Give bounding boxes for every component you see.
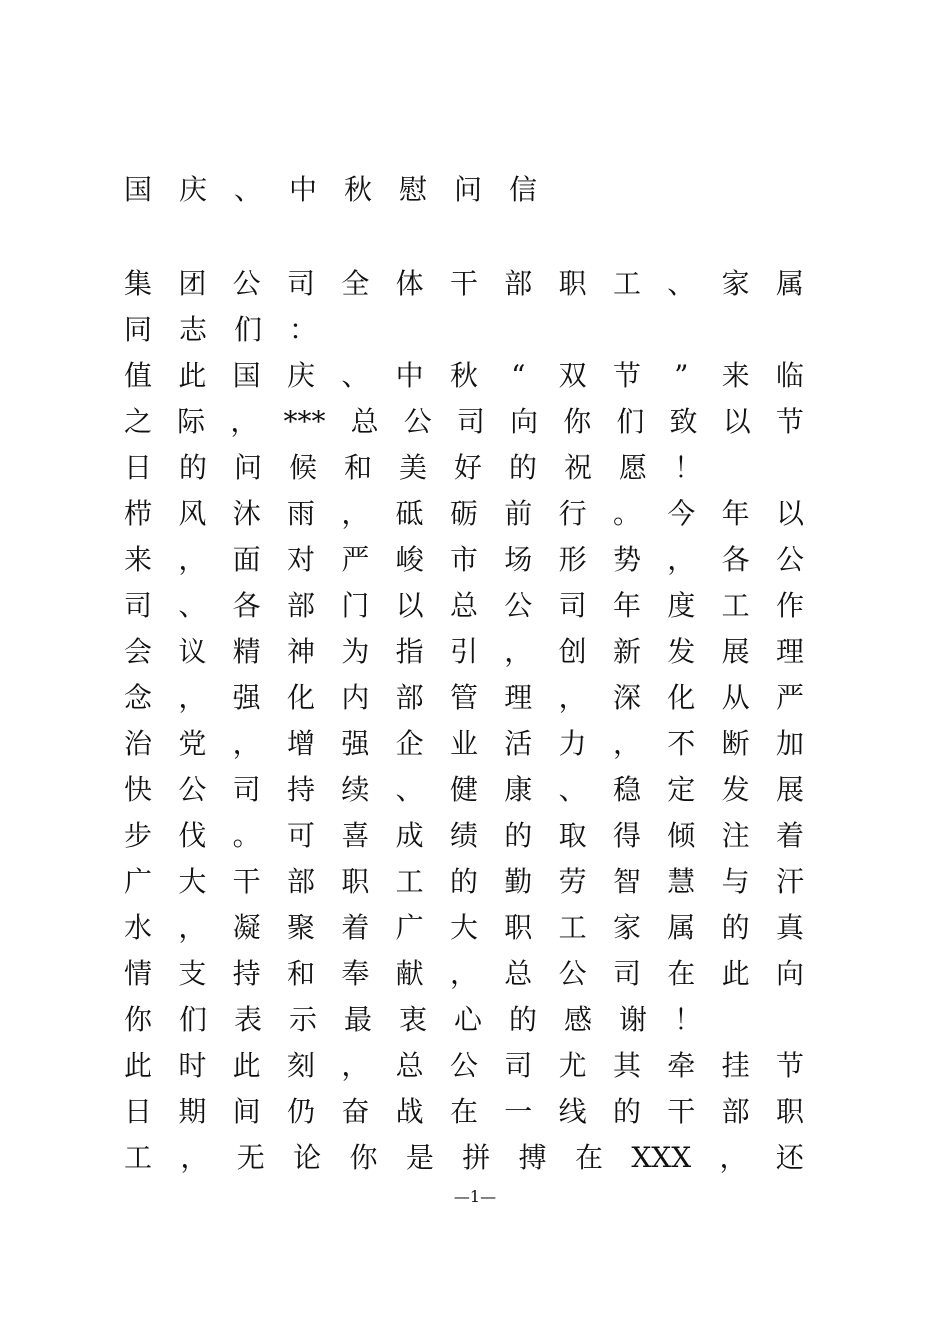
text-line: 之 际 ， *** 总 公 司 向 你 们 致 以 节 [124,405,804,438]
text-line: 情 支 持 和 奉 献 ， 总 公 司 在 此 向 [124,957,804,990]
text-line: 同志们： [124,313,345,346]
text-line: 日 期 间 仍 奋 战 在 一 线 的 干 部 职 [124,1095,804,1128]
page-number: —1— [453,1187,497,1206]
text-line: 此 时 此 刻 ， 总 公 司 尤 其 牵 挂 节 [124,1049,804,1082]
text-line: 司 、 各 部 门 以 总 公 司 年 度 工 作 [124,589,804,622]
text-line: 念 ， 强 化 内 部 管 理 ， 深 化 从 严 [124,681,804,714]
text-line: 栉 风 沐 雨 ， 砥 砺 前 行 。 今 年 以 [124,497,804,530]
text-line: 治 党 ， 增 强 企 业 活 力 ， 不 断 加 [124,727,804,760]
text-line: 你们表示最衷心的感谢！ [124,1003,730,1036]
text-line: 步 伐 。 可 喜 成 绩 的 取 得 倾 注 着 [124,819,804,852]
text-line: 来 ， 面 对 严 峻 市 场 形 势 ， 各 公 [124,543,804,576]
text-line: 水 ， 凝 聚 着 广 大 职 工 家 属 的 真 [124,911,804,944]
text-line: 日的问候和美好的祝愿！ [124,451,730,484]
text-line: 值 此 国 庆 、 中 秋 “ 双 节 ” 来 临 [124,359,804,392]
text-line: 会 议 精 神 为 指 引 ， 创 新 发 展 理 [124,635,804,668]
text-line: 工 ， 无 论 你 是 拼 搏 在 XXX ， 还 [124,1141,804,1174]
letter-title: 国庆、中秋慰问信 [124,173,565,206]
text-line: 广 大 干 部 职 工 的 勤 劳 智 慧 与 汗 [124,865,804,898]
text-line: 集 团 公 司 全 体 干 部 职 工 、 家 属 [124,267,804,300]
text-line: 快 公 司 持 续 、 健 康 、 稳 定 发 展 [124,773,804,806]
letter-body [124,261,804,1181]
